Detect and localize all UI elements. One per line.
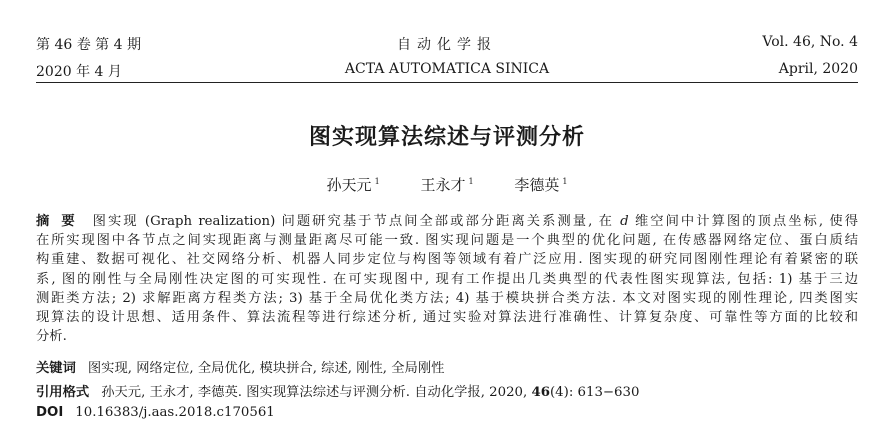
author-affiliation: 1 <box>468 177 474 186</box>
keywords-text: 图实现, 网络定位, 全局优化, 模块拼合, 综述, 刚性, 全局刚性 <box>87 361 445 376</box>
journal-name-cn: 自动化学报 <box>397 37 497 53</box>
running-header-bottom <box>36 61 858 79</box>
author <box>420 176 473 194</box>
citation <box>36 381 858 400</box>
abstract-label: 摘要 <box>36 214 87 229</box>
author-affiliation: 1 <box>374 177 380 186</box>
date-cn: 2020 年 4 月 <box>36 64 122 80</box>
author <box>514 176 567 194</box>
citation-volume: 46 <box>531 385 550 400</box>
abstract-line: 分析. <box>36 329 67 345</box>
author <box>327 176 380 194</box>
citation-text: 孙天元, 王永才, 李德英. 图实现算法综述与评测分析. 自动化学报, 2020, <box>101 385 532 400</box>
header-rule <box>36 82 858 83</box>
abstract-line: 测距类方法; 2) 求解距离方程类方法; 3) 基于全局优化类方法; 4) 基于模块拼合类方法. 本文对图实现的刚性理论, 四类图实 <box>36 290 858 306</box>
author-name: 孙天元 <box>326 176 372 194</box>
doi-label: DOI <box>36 405 64 420</box>
journal-name-en: ACTA AUTOMATICA SINICA <box>344 61 550 77</box>
abstract-line: 构重建、数据可视化、社交网络分析、机器人同步定位与构图等领域有着广泛应用. 图实现的研究同图刚性理论有着紧密的联 <box>36 252 858 268</box>
doi-value: 10.16383/j.aas.2018.c170561 <box>75 405 275 420</box>
keywords-label: 关键词 <box>36 361 76 376</box>
citation-label: 引用格式 <box>36 385 90 400</box>
abstract <box>36 212 858 346</box>
keywords <box>36 357 858 376</box>
author-name: 王永才 <box>420 176 466 194</box>
issue-cn: 第 46 卷 第 4 期 <box>36 37 141 53</box>
abstract-line: 系, 图的刚性与全局刚性决定图的可实现性. 在可实现图中, 现有工作提出几类典型的代表性图实现算法, 包括: 1) 基于三边 <box>36 271 858 287</box>
author-affiliation: 1 <box>562 177 568 186</box>
citation-pages: (4): 613−630 <box>549 385 640 400</box>
author-list <box>0 174 894 195</box>
abstract-text: 维空间中计算图的顶点坐标, 使得 <box>628 214 858 229</box>
volume-en: Vol. 46, No. 4 <box>762 34 858 50</box>
doi <box>36 405 858 420</box>
abstract-line: 在所实现图中各节点之间实现距离与测量距离尽可能一致. 图实现问题是一个典型的优化问题, 在传感器网络定位、蛋白质结 <box>36 233 858 249</box>
abstract-line: 现算法的设计思想、适用条件、算法流程等进行综述分析, 通过实验对算法进行准确性、计算复杂度、可靠性等方面的比较和 <box>36 309 858 325</box>
author-name: 李德英 <box>514 176 560 194</box>
paper-title: 图实现算法综述与评测分析 <box>308 125 585 150</box>
abstract-line <box>36 212 858 231</box>
abstract-variable: d <box>620 214 629 229</box>
date-en: April, 2020 <box>778 61 858 77</box>
running-header-top <box>36 34 858 52</box>
abstract-text: 图实现 (Graph realization) 问题研究基于节点间全部或部分距离关系测量, 在 <box>92 214 621 229</box>
